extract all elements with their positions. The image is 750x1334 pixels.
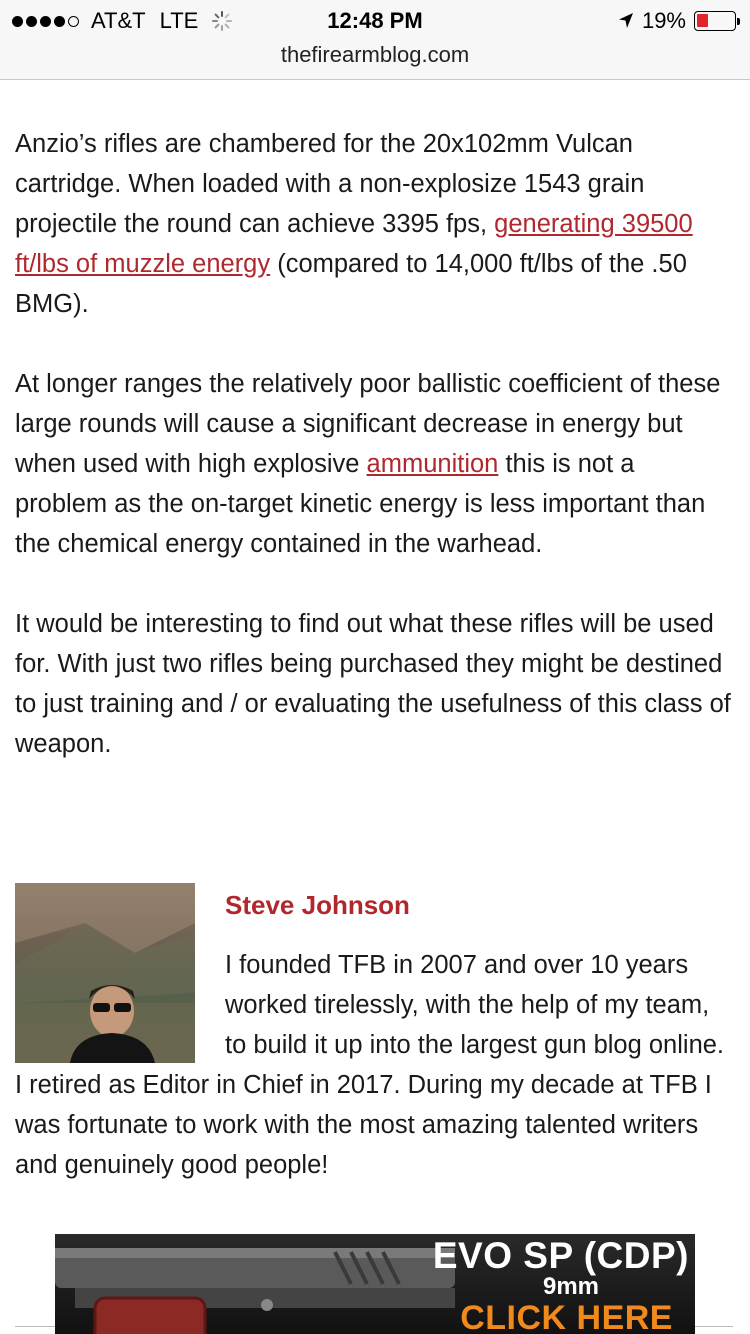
author-name-link[interactable]: Steve Johnson	[225, 890, 410, 920]
location-arrow-icon	[618, 12, 634, 30]
carrier-name: AT&T	[91, 8, 146, 33]
ad-subtitle: 9mm	[542, 1273, 599, 1300]
author-photo-image	[15, 883, 195, 1063]
article-body	[15, 124, 733, 804]
author-box	[15, 883, 733, 1185]
battery-percent: 19%	[641, 8, 686, 33]
battery-icon	[694, 11, 736, 31]
status-bar	[0, 0, 750, 40]
author-bio: I founded TFB in 2007 and over 10 years worked tirelessly, with the help of my team, to build it up into the largest gun blog online. I retired as Editor in Chief in 2017. During my decade at TFB I was fortunate to work with the most amazing talented writers and genuinely good people!	[15, 951, 725, 1179]
ammunition-link[interactable]: ammunition	[366, 450, 499, 478]
battery-level	[697, 14, 708, 27]
browser-top-bar	[0, 0, 750, 80]
status-right	[618, 8, 736, 34]
status-time: 12:48 PM	[327, 8, 423, 33]
article-paragraph-2: At longer ranges the relatively poor ballistic coefficient of these large rounds will cause a significant decrease in energy but when used with high explosive ammunition this is not a problem as the on-target kinetic energy is less important than the chemical energy contained in the warhead.	[15, 370, 721, 558]
ad-click-here-button[interactable]: CLICK HERE	[460, 1299, 673, 1334]
article-paragraph-1: Anzio’s rifles are chambered for the 20x102mm Vulcan cartridge. When loaded with a non-explosize 1543 grain projectile the round can achieve 3395 fps, generating 39500 ft/lbs of muzzle energy (compared to 14,000 ft/lbs of the .50 BMG).	[15, 130, 693, 318]
ad-title: EVO SP (CDP)	[432, 1235, 689, 1276]
article-paragraph-3: It would be interesting to find out what these rifles will be used for. With just two rifles being purchased they might be destined to just training and / or evaluating the usefulness of this class of weapon.	[15, 610, 731, 758]
ad-banner[interactable]	[55, 1234, 695, 1334]
author-avatar[interactable]	[15, 883, 195, 1063]
network-type: LTE	[159, 8, 199, 33]
muzzle-energy-link[interactable]: generating 39500 ft/lbs of muzzle energy	[15, 210, 693, 278]
address-bar-url[interactable]: thefirearmblog.com	[280, 42, 470, 67]
